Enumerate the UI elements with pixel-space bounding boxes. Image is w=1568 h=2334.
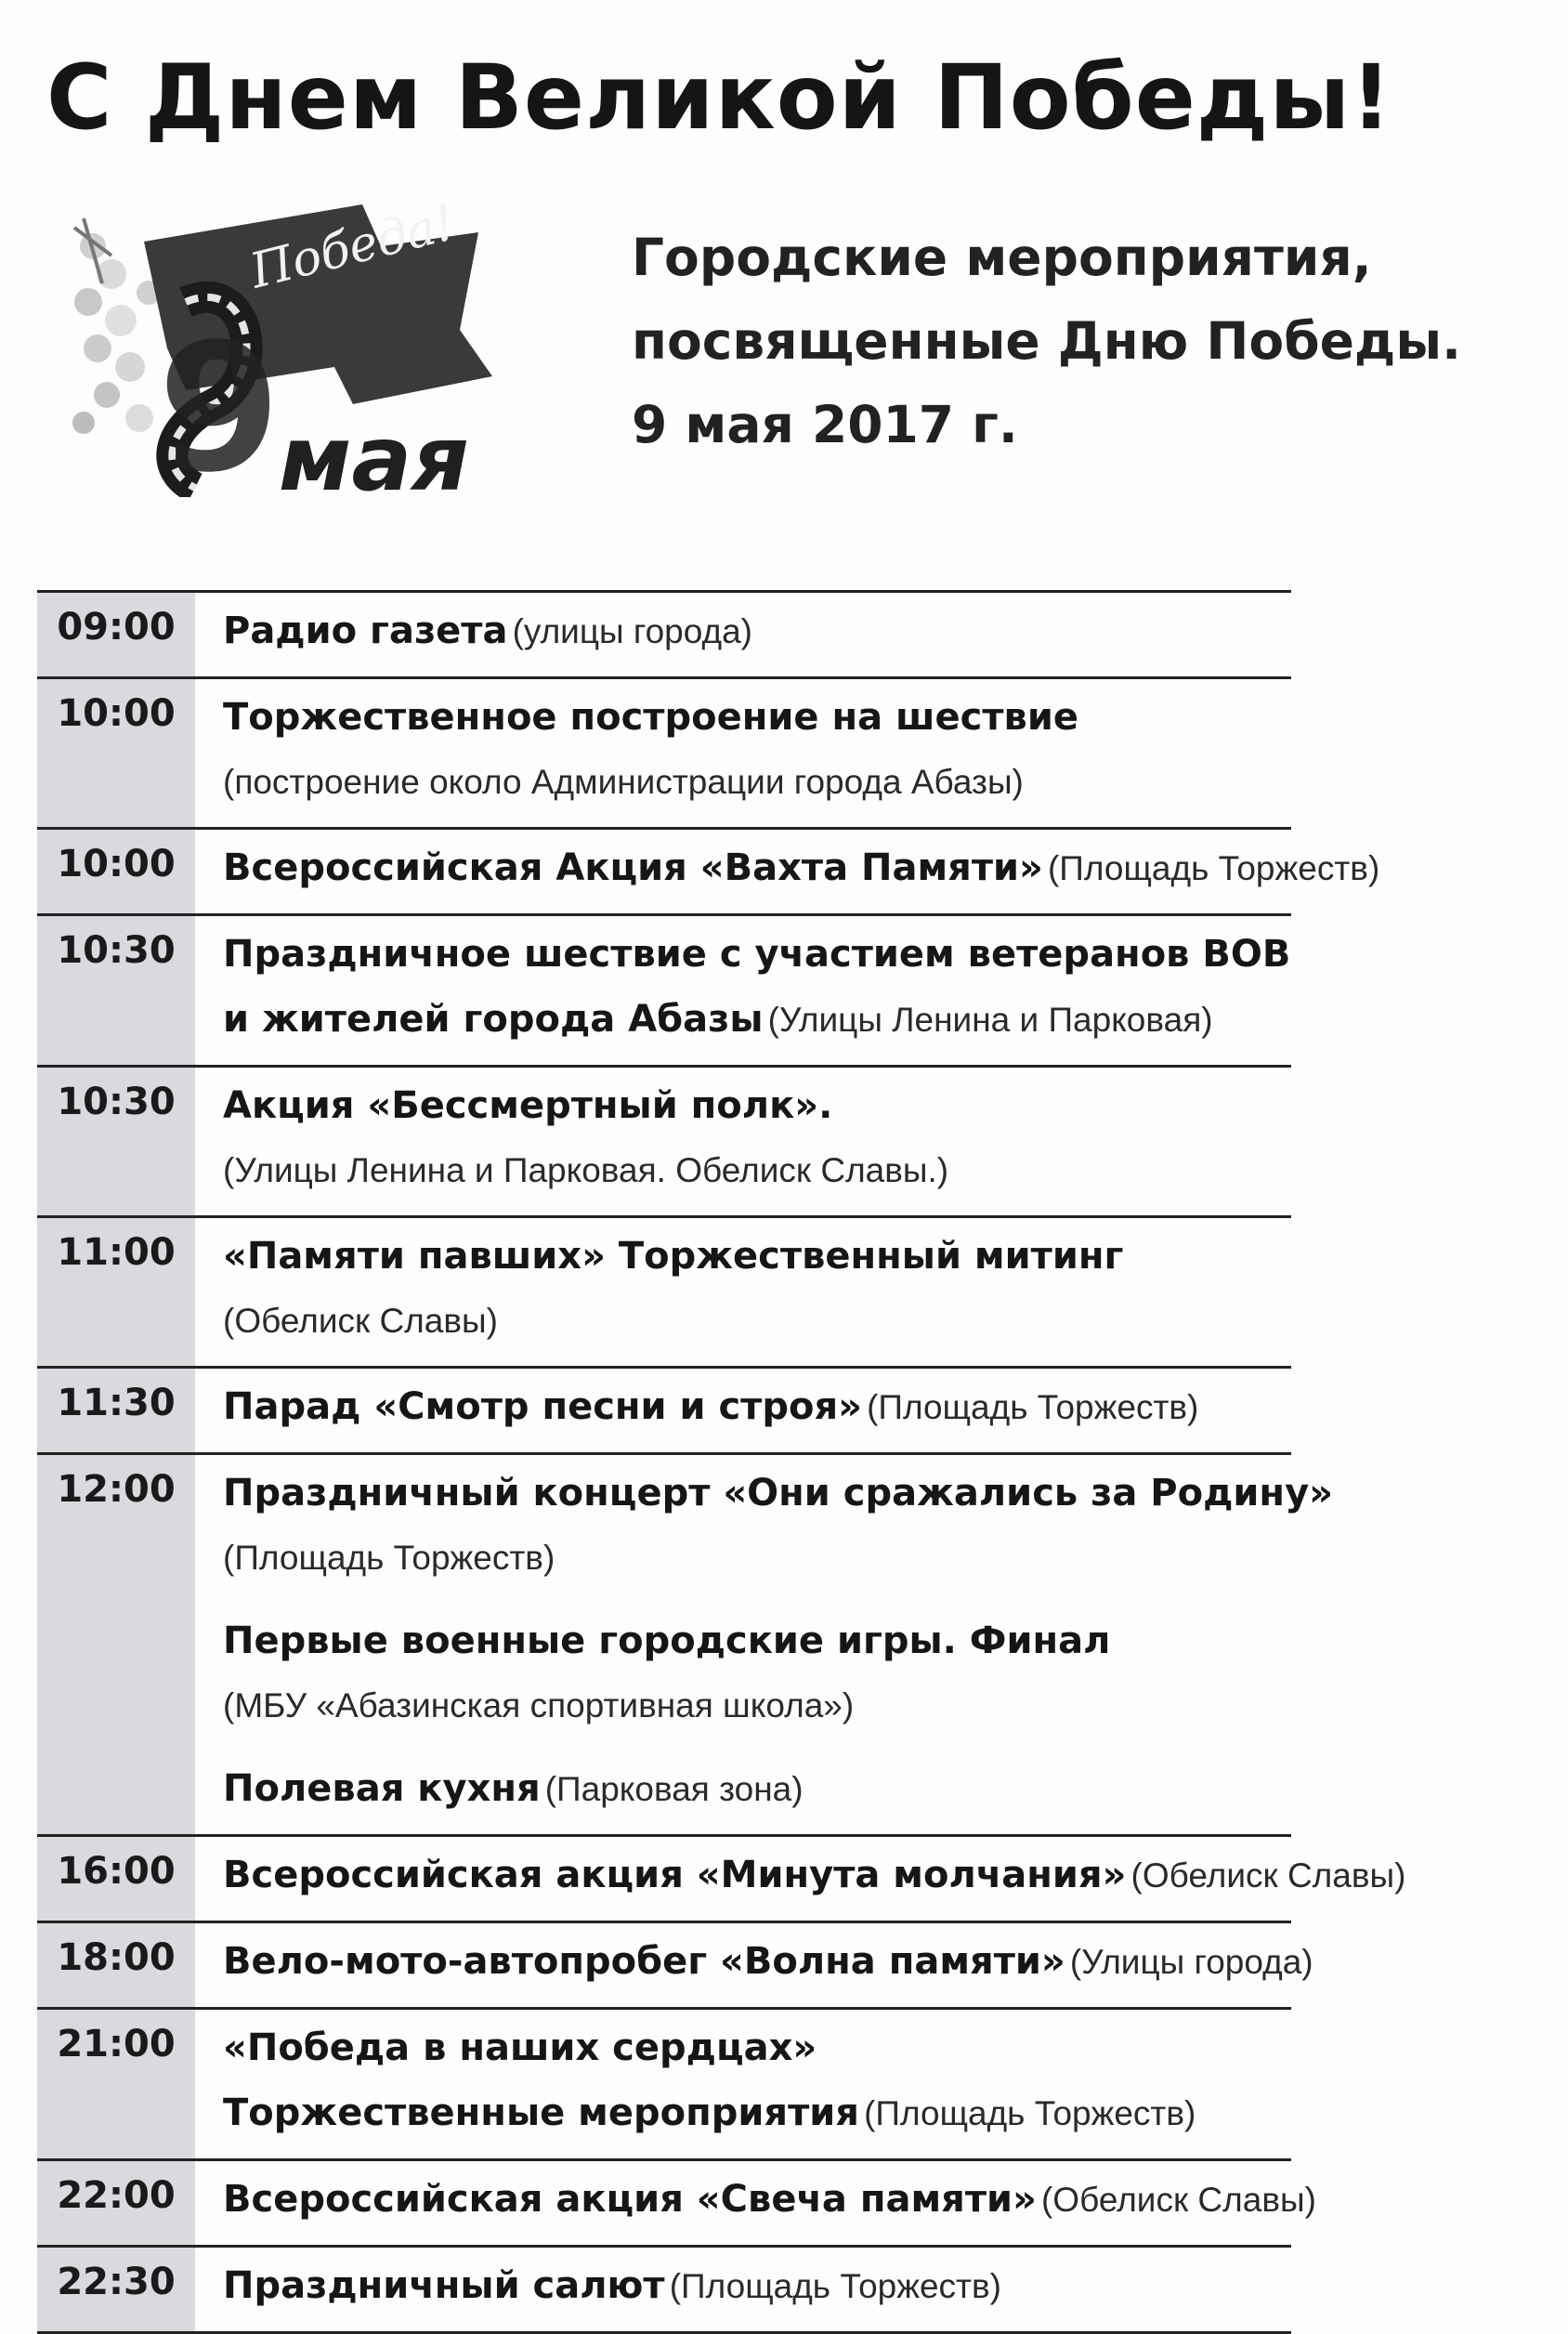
event-location: (Площадь Торжеств) bbox=[867, 1388, 1199, 1426]
schedule-row bbox=[37, 2245, 1291, 2334]
event-list bbox=[195, 679, 1291, 827]
event-list bbox=[195, 916, 1291, 1065]
event-item bbox=[223, 2170, 1316, 2236]
event-item bbox=[223, 2257, 1291, 2322]
event-name: Торжественные мероприятия bbox=[223, 2091, 859, 2134]
event-list bbox=[195, 1068, 1291, 1215]
event-item bbox=[223, 1760, 1333, 1825]
event-name: Полевая кухня bbox=[223, 1767, 541, 1810]
event-item bbox=[223, 1378, 1291, 1443]
event-item bbox=[223, 1227, 1291, 1357]
event-name: Парад «Смотр песни и строя» bbox=[223, 1385, 862, 1428]
schedule-row bbox=[37, 1452, 1333, 1834]
event-time: 22:30 bbox=[37, 2248, 195, 2331]
schedule-row bbox=[37, 1921, 1313, 2007]
event-location: (Площадь Торжеств) bbox=[864, 2094, 1196, 2132]
event-location: (Площадь Торжеств) bbox=[669, 2267, 1001, 2305]
event-line bbox=[223, 1933, 1313, 1998]
schedule-row bbox=[37, 827, 1380, 913]
subtitle-line: Городские мероприятия, bbox=[632, 228, 1372, 287]
event-location: (МБУ «Абазинская спортивная школа») bbox=[223, 1686, 855, 1724]
event-list bbox=[195, 2161, 1316, 2245]
event-location: (Улицы Ленина и Парковая. Обелиск Славы.) bbox=[223, 1151, 949, 1189]
schedule-row bbox=[37, 2158, 1316, 2245]
event-line bbox=[223, 1142, 1291, 1206]
event-item bbox=[223, 1077, 1291, 1206]
event-item bbox=[223, 839, 1379, 904]
event-time: 09:00 bbox=[37, 593, 195, 676]
event-location: (построение около Администрации города Абазы) bbox=[223, 763, 1024, 801]
event-line bbox=[223, 688, 1291, 754]
event-name: «Памяти павших» Торжественный митинг bbox=[223, 1235, 1124, 1278]
event-name: Первые военные городские игры. Финал bbox=[223, 1619, 1111, 1662]
event-line bbox=[223, 2257, 1291, 2322]
event-list bbox=[195, 1455, 1333, 1834]
event-item bbox=[223, 2019, 1291, 2149]
event-item bbox=[223, 1464, 1333, 1593]
event-line bbox=[223, 1612, 1333, 1677]
event-line bbox=[223, 1292, 1291, 1357]
event-line bbox=[223, 1529, 1333, 1593]
event-list bbox=[195, 2010, 1291, 2158]
event-name: Праздничный салют bbox=[223, 2264, 665, 2307]
event-time: 18:00 bbox=[37, 1923, 195, 2007]
event-location: (Обелиск Славы) bbox=[1130, 1856, 1406, 1895]
subtitle-date: 9 мая 2017 г. bbox=[632, 395, 1018, 454]
event-item bbox=[223, 1933, 1313, 1998]
event-location: (Обелиск Славы) bbox=[1040, 2181, 1316, 2219]
page-title: С Днем Великой Победы! bbox=[46, 46, 1392, 150]
event-time: 10:30 bbox=[37, 1068, 195, 1215]
event-name: Праздничное шествие с участием ветеранов ВОВ bbox=[223, 933, 1291, 976]
event-list bbox=[195, 1218, 1291, 1366]
event-location: (Площадь Торжеств) bbox=[1047, 849, 1380, 887]
schedule-row bbox=[37, 1366, 1291, 1452]
event-location: (Обелиск Славы) bbox=[223, 1302, 498, 1340]
subtitle-line: посвященные Дню Победы. bbox=[632, 311, 1461, 371]
event-line bbox=[223, 1077, 1291, 1142]
event-item bbox=[223, 688, 1291, 818]
event-list bbox=[195, 830, 1379, 913]
event-time: 12:00 bbox=[37, 1455, 195, 1834]
schedule-row bbox=[37, 676, 1291, 827]
schedule-row bbox=[37, 1215, 1291, 1366]
event-line bbox=[223, 2170, 1316, 2236]
event-location: (Площадь Торжеств) bbox=[223, 1539, 555, 1577]
event-line bbox=[223, 754, 1291, 818]
event-line bbox=[223, 1760, 1333, 1825]
schedule-row bbox=[37, 2007, 1291, 2158]
schedule-row bbox=[37, 913, 1291, 1065]
event-list bbox=[195, 1369, 1291, 1452]
emblem-day: 9 bbox=[158, 306, 281, 497]
event-line bbox=[223, 839, 1379, 904]
event-time: 10:00 bbox=[37, 679, 195, 827]
schedule-row bbox=[37, 1834, 1406, 1921]
event-item bbox=[223, 925, 1291, 1056]
event-name: «Победа в наших сердцах» bbox=[223, 2026, 817, 2069]
event-line bbox=[223, 2019, 1291, 2084]
event-name: Всероссийская акция «Свеча памяти» bbox=[223, 2178, 1037, 2221]
event-name: Вело-мото-автопробег «Волна памяти» bbox=[223, 1940, 1065, 1983]
event-list bbox=[195, 2248, 1291, 2331]
subtitle bbox=[632, 216, 1561, 466]
schedule-row bbox=[37, 1065, 1291, 1215]
event-line bbox=[223, 602, 1291, 667]
victory-day-emblem bbox=[56, 190, 502, 497]
event-location: (Улицы города) bbox=[1069, 1943, 1313, 1981]
event-name: Праздничный концерт «Они сражались за Родину» bbox=[223, 1472, 1333, 1514]
event-line bbox=[223, 990, 1291, 1056]
event-time: 21:00 bbox=[37, 2010, 195, 2158]
event-line bbox=[223, 1677, 1333, 1741]
event-line bbox=[223, 2084, 1291, 2149]
event-line bbox=[223, 1464, 1333, 1529]
event-name: Всероссийская Акция «Вахта Памяти» bbox=[223, 846, 1043, 889]
event-item bbox=[223, 1612, 1333, 1741]
event-time: 16:00 bbox=[37, 1837, 195, 1921]
event-list bbox=[195, 1923, 1313, 2007]
event-line bbox=[223, 1846, 1405, 1911]
event-time: 10:00 bbox=[37, 830, 195, 913]
event-list bbox=[195, 1837, 1405, 1921]
flag-text: Победа! bbox=[244, 195, 461, 300]
event-location: (улицы города) bbox=[512, 612, 752, 650]
event-name: Радио газета bbox=[223, 610, 508, 652]
event-line bbox=[223, 925, 1291, 990]
event-name: и жителей города Абазы bbox=[223, 998, 764, 1041]
emblem-month: мая bbox=[279, 407, 469, 497]
event-line bbox=[223, 1378, 1291, 1443]
event-time: 10:30 bbox=[37, 916, 195, 1065]
event-item bbox=[223, 602, 1291, 667]
event-name: Акция «Бессмертный полк». bbox=[223, 1084, 833, 1127]
event-location: (Парковая зона) bbox=[544, 1770, 804, 1808]
event-list bbox=[195, 593, 1291, 676]
schedule-row bbox=[37, 590, 1291, 676]
event-time: 11:30 bbox=[37, 1369, 195, 1452]
event-time: 22:00 bbox=[37, 2161, 195, 2245]
event-location: (Улицы Ленина и Парковая) bbox=[767, 1001, 1213, 1039]
event-time: 11:00 bbox=[37, 1218, 195, 1366]
event-name: Торжественное построение на шествие bbox=[223, 696, 1078, 739]
event-line bbox=[223, 1227, 1291, 1292]
event-schedule bbox=[37, 590, 1406, 2334]
event-item bbox=[223, 1846, 1405, 1911]
event-name: Всероссийская акция «Минута молчания» bbox=[223, 1854, 1127, 1896]
